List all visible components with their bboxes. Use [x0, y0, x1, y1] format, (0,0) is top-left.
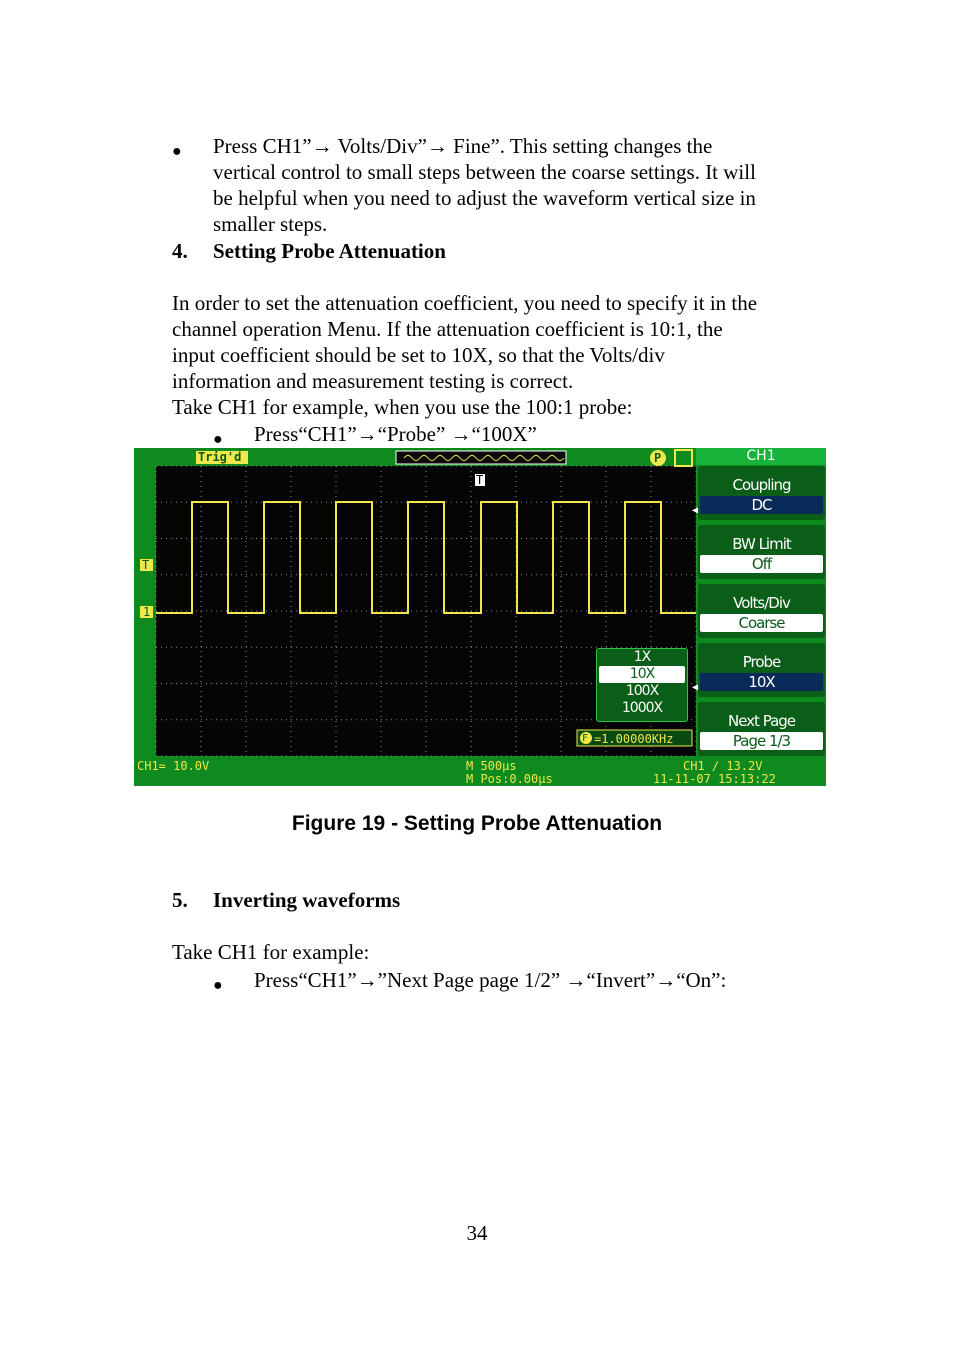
menu-label: Next Page: [727, 712, 796, 730]
oscilloscope-screenshot: [134, 448, 826, 786]
paragraph-line: Take CH1 for example:: [172, 940, 370, 964]
menu-value: DC: [700, 496, 823, 514]
bullet1-line: be helpful when you need to adjust the waveform vertical size in: [213, 186, 756, 210]
probe-option-selected[interactable]: 10X: [599, 666, 685, 683]
selected-arrow-icon: ◀: [692, 505, 699, 516]
menu-label: Coupling: [732, 476, 791, 494]
paragraph-line: information and measurement testing is correct.: [172, 369, 574, 393]
bullet2-text: Press“CH1”→“Probe” →“100X”: [254, 422, 537, 446]
menu-button-probe[interactable]: [692, 643, 825, 697]
menu-button-next-page[interactable]: [698, 702, 825, 756]
menu-label: Probe: [742, 653, 781, 671]
f-icon-label: F: [582, 733, 589, 744]
memory-bar: [396, 451, 566, 464]
bullet-dot: ●: [213, 431, 223, 448]
menu-value: 10X: [700, 673, 823, 691]
menu-label: BW Limit: [732, 535, 791, 553]
trigger-position-label: T: [476, 473, 484, 487]
section-number: 4.: [172, 239, 188, 263]
figure-caption: Figure 19 - Setting Probe Attenuation: [291, 812, 663, 835]
timestamp-readout: 11-11-07 15:13:22: [653, 772, 776, 786]
p-icon-label: P: [654, 451, 662, 465]
trig-status: Trig'd: [198, 450, 242, 464]
section-title: Setting Probe Attenuation: [213, 239, 446, 263]
menu-button-coupling[interactable]: [692, 466, 825, 520]
bullet1-line: smaller steps.: [213, 212, 328, 236]
timebase-readout: M 500μs: [466, 759, 517, 773]
probe-option[interactable]: 1X: [633, 649, 651, 665]
trigger-level-label: T: [142, 558, 150, 572]
selected-arrow-icon: ◀: [692, 682, 699, 693]
probe-options-popup: [596, 648, 688, 722]
bullet3-text: Press“CH1”→”Next Page page 1/2” →“Invert”→“On”:: [254, 968, 727, 992]
paragraph-line: In order to set the attenuation coefficient, you need to specify it in the: [172, 291, 758, 315]
bullet1-line: Press CH1”→ Volts/Div”→ Fine”. This setting changes the: [213, 134, 713, 158]
section-number: 5.: [172, 888, 188, 912]
probe-option[interactable]: 100X: [625, 683, 659, 699]
bullet-dot: ●: [172, 143, 182, 160]
menu-button-volts-div[interactable]: [698, 584, 825, 638]
paragraph-line: channel operation Menu. If the attenuation coefficient is 10:1, the: [172, 317, 723, 341]
frequency-readout: =1.00000KHz: [594, 732, 674, 746]
channel1-marker-label: 1: [143, 605, 151, 619]
usb-icon: [675, 450, 692, 466]
time-position-readout: M Pos:0.00μs: [466, 772, 553, 786]
menu-value: Page 1/3: [700, 732, 823, 750]
section-title: Inverting waveforms: [213, 888, 401, 912]
menu-label: Volts/Div: [733, 594, 790, 612]
page-number: 34: [466, 1221, 488, 1245]
menu-title: CH1: [696, 448, 826, 465]
trigger-info-readout: CH1 ∕ 13.2V: [683, 759, 763, 773]
probe-option[interactable]: 1000X: [621, 700, 663, 716]
menu-button-bw-limit[interactable]: [698, 525, 825, 579]
menu-value: Off: [700, 555, 823, 573]
ch1-scale-readout: CH1≃ 10.0V: [137, 759, 210, 773]
menu-value: Coarse: [700, 614, 823, 632]
bullet1-line: vertical control to small steps between the coarse settings. It will: [213, 160, 756, 184]
paragraph-line: Take CH1 for example, when you use the 100:1 probe:: [172, 395, 633, 419]
paragraph-line: input coefficient should be set to 10X, so that the Volts/div: [172, 343, 665, 367]
bullet-dot: ●: [213, 977, 223, 994]
